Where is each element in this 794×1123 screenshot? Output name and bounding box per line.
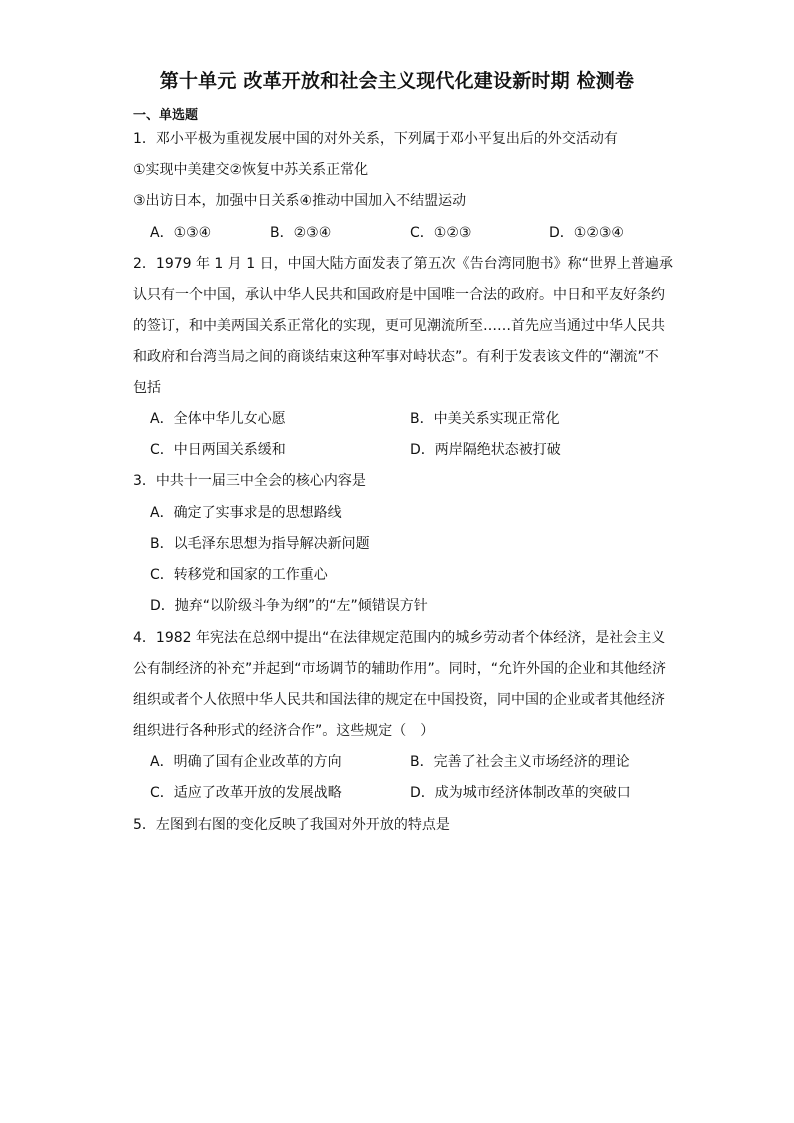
question-4-stem-line-1: 4．1982 年宪法在总纲中提出“在法律规定范围内的城乡劳动者个体经济，是社会主义 — [133, 630, 666, 646]
question-3-option-b[interactable]: B．以毛泽东思想为指导解决新问题 — [150, 536, 370, 552]
question-2-stem-line-4: 和政府和台湾当局之间的商谈结束这种军事对峙状态”。有利于发表该文件的“潮流”不 — [133, 349, 659, 365]
question-2-stem-line-3: 的签订，和中美两国关系正常化的实现，更可见潮流所至……首先应当通过中华人民共 — [133, 318, 665, 334]
question-4-stem-line-2: 公有制经济的补充”并起到“市场调节的辅助作用”。同时，“允许外国的企业和其他经济 — [133, 661, 667, 677]
question-3-option-d[interactable]: D．抛弃“以阶级斗争为纲”的“左”倾错误方针 — [150, 598, 428, 614]
question-4-option-b[interactable]: B．完善了社会主义市场经济的理论 — [410, 754, 630, 770]
question-1-option-a[interactable]: A．①③④ — [150, 225, 212, 241]
question-2-option-a[interactable]: A．全体中华儿女心愿 — [150, 411, 286, 427]
question-1-option-c[interactable]: C．①②③ — [410, 225, 472, 241]
question-1-option-d[interactable]: D．①②③④ — [549, 225, 624, 241]
question-1-statement-a: ①实现中美建交②恢复中苏关系正常化 — [133, 162, 369, 178]
question-1-option-b[interactable]: B．②③④ — [270, 225, 332, 241]
question-4-option-c[interactable]: C．适应了改革开放的发展战略 — [150, 785, 342, 801]
question-2-stem-line-5: 包括 — [133, 380, 161, 396]
question-2-option-b[interactable]: B．中美关系实现正常化 — [410, 411, 560, 427]
question-4-option-a[interactable]: A．明确了国有企业改革的方向 — [150, 754, 342, 770]
question-2-option-c[interactable]: C．中日两国关系缓和 — [150, 442, 286, 458]
question-4-option-d[interactable]: D．成为城市经济体制改革的突破口 — [410, 785, 631, 801]
question-3-option-c[interactable]: C．转移党和国家的工作重心 — [150, 567, 328, 583]
section-heading: 一、单选题 — [133, 108, 199, 123]
question-3-option-a[interactable]: A．确定了实事求是的思想路线 — [150, 505, 342, 521]
question-1-stem: 1．邓小平极为重视发展中国的对外关系，下列属于邓小平复出后的外交活动有 — [133, 131, 618, 147]
question-2-option-d[interactable]: D．两岸隔绝状态被打破 — [410, 442, 561, 458]
question-1-statement-b: ③出访日本，加强中日关系④推动中国加入不结盟运动 — [133, 193, 467, 209]
question-4-stem-line-4: 组织进行各种形式的经济合作”。这些规定（ ） — [133, 723, 435, 739]
question-4-stem-line-3: 组织或者个人依照中华人民共和国法律的规定在中国投资，同中国的企业或者其他经济 — [133, 692, 665, 708]
question-2-stem-line-1: 2．1979 年 1 月 1 日，中国大陆方面发表了第五次《告台湾同胞书》称“世界上普遍承 — [133, 256, 673, 272]
page-title: 第十单元 改革开放和社会主义现代化建设新时期 检测卷 — [159, 70, 635, 92]
question-3-stem: 3．中共十一届三中全会的核心内容是 — [133, 473, 366, 489]
question-5-stem: 5．左图到右图的变化反映了我国对外开放的特点是 — [133, 817, 450, 833]
question-2-stem-line-2: 认只有一个中国，承认中华人民共和国政府是中国唯一合法的政府。中日和平友好条约 — [133, 287, 665, 303]
